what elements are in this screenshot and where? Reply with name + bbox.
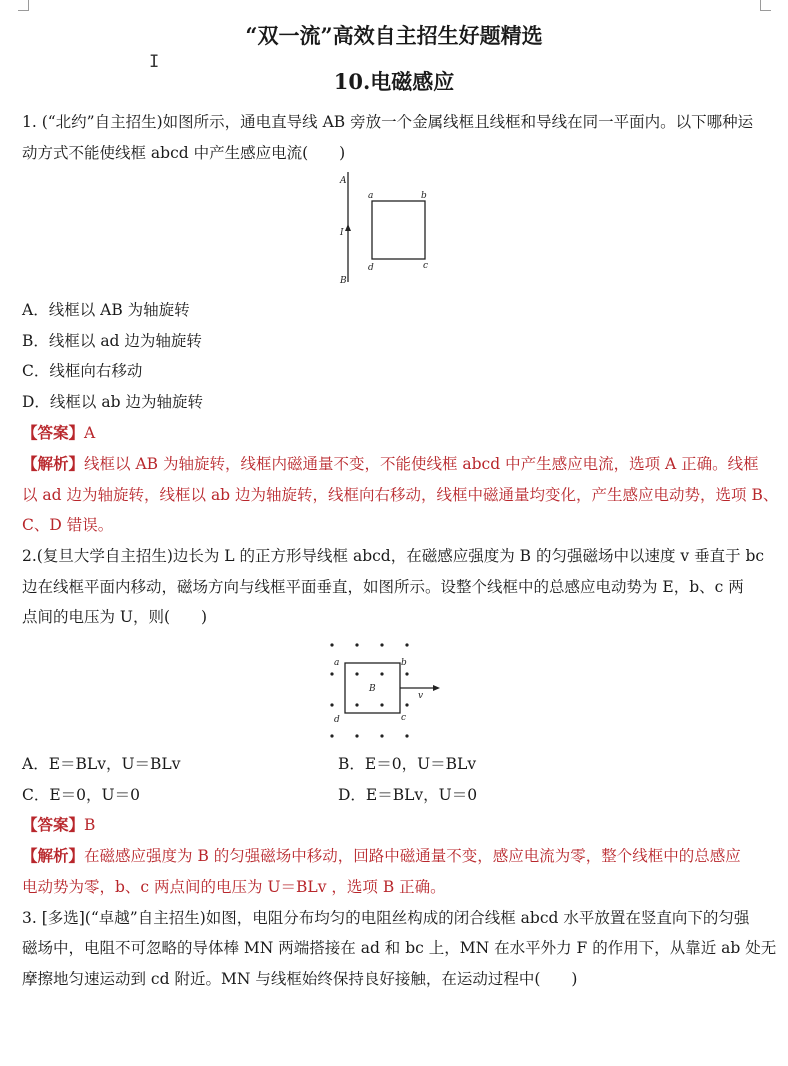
q1-figure bbox=[330, 168, 440, 288]
q2-analysis-line2: 电动势为零，b、c 两点间的电压为 U＝BLv ，选项 B 正确。 bbox=[22, 878, 446, 896]
q1-option-a: A．线框以 AB 为轴旋转 bbox=[22, 301, 190, 319]
q2-analysis-tag: 【解析】 bbox=[22, 846, 85, 865]
q1-stem-line2: 动方式不能使线框 abcd 中产生感应电流( ) bbox=[22, 144, 346, 162]
q2-answer-tag: 【答案】 bbox=[22, 815, 85, 834]
q1-analysis-line2: 以 ad 边为轴旋转，线框以 ab 边为轴旋转，线框向右移动，线框中磁通量均变化，产生感应电动势，选项 B、 bbox=[22, 486, 779, 504]
q1-analysis-tag: 【解析】 bbox=[22, 454, 85, 473]
q2-analysis-line1 bbox=[22, 845, 741, 867]
q2-option-d: D．E＝BLv，U＝0 bbox=[338, 786, 478, 804]
q1-option-d: D．线框以 ab 边为轴旋转 bbox=[22, 393, 203, 411]
q1-option-c: C．线框向右移动 bbox=[22, 362, 143, 380]
q2-label-b: b bbox=[401, 658, 407, 668]
page-corner-mark-left bbox=[18, 0, 29, 11]
q1-stem-line1: 1. (“北约”自主招生)如图所示，通电直导线 AB 旁放一个金属线框且线框和导线在同一平面内。以下哪种运 bbox=[22, 113, 754, 131]
q2-label-a: a bbox=[334, 658, 340, 668]
q1-analysis-text1: 线框以 AB 为轴旋转，线框内磁通量不变，不能使线框 abcd 中产生感应电流，选项 A 正确。线框 bbox=[84, 455, 759, 473]
q2-label-c: c bbox=[401, 713, 407, 723]
q1-label-B: B bbox=[340, 276, 347, 286]
q2-label-B: B bbox=[369, 684, 376, 694]
q2-velocity-arrow-icon bbox=[433, 685, 440, 691]
q3-stem-line3: 摩擦地匀速运动到 cd 附近。MN 与线框始终保持良好接触，在运动过程中( ) bbox=[22, 970, 578, 988]
q1-current-arrow-icon bbox=[345, 224, 351, 231]
text-cursor-icon: I bbox=[149, 52, 160, 72]
q2-option-a: A．E＝BLv，U＝BLv bbox=[22, 755, 181, 773]
q2-stem-line3: 点间的电压为 U，则( ) bbox=[22, 608, 208, 626]
page-corner-mark-right bbox=[760, 0, 771, 11]
q1-label-b: b bbox=[421, 191, 427, 201]
q1-analysis-line1 bbox=[22, 453, 759, 475]
q1-answer-tag: 【答案】 bbox=[22, 423, 85, 442]
document-title: “双一流”高效自主招生好题精选 bbox=[245, 23, 543, 48]
q3-stem-line2: 磁场中，电阻不可忽略的导体棒 MN 两端搭接在 ad 和 bc 上，MN 在水平外力 F 的作用下，从靠近 ab 处无 bbox=[22, 939, 777, 957]
q1-analysis-line3: C、D 错误。 bbox=[22, 516, 114, 534]
q2-option-c: C．E＝0，U＝0 bbox=[22, 786, 140, 804]
q3-stem-line1: 3. [多选](“卓越”自主招生)如图，电阻分布均匀的电阻丝构成的闭合线框 abcd 水平放置在竖直向下的匀强 bbox=[22, 909, 750, 927]
q2-label-v: v bbox=[418, 691, 424, 701]
q2-option-b: B．E＝0，U＝BLv bbox=[338, 755, 477, 773]
q2-label-d: d bbox=[334, 715, 340, 725]
q2-stem-line1: 2.(复旦大学自主招生)边长为 L 的正方形导线框 abcd，在磁感应强度为 B 的匀强磁场中以速度 v 垂直于 bc bbox=[22, 547, 765, 565]
q1-label-A: A bbox=[340, 176, 347, 186]
section-title: 10.电磁感应 bbox=[333, 69, 455, 94]
q1-label-d: d bbox=[368, 263, 374, 273]
q2-answer bbox=[22, 814, 95, 836]
q2-answer-value: B bbox=[84, 816, 96, 834]
q1-label-c: c bbox=[423, 261, 429, 271]
q1-answer-value: A bbox=[84, 424, 96, 442]
q1-label-a: a bbox=[368, 191, 374, 201]
q2-figure bbox=[322, 638, 452, 746]
q1-answer bbox=[22, 422, 95, 444]
q1-option-b: B．线框以 ad 边为轴旋转 bbox=[22, 332, 202, 350]
q1-loop-abcd bbox=[372, 201, 425, 259]
q2-stem-line2: 边在线框平面内移动，磁场方向与线框平面垂直，如图所示。设整个线框中的总感应电动势为 E，b、c 两 bbox=[22, 578, 744, 596]
q2-analysis-text1: 在磁感应强度为 B 的匀强磁场中移动，回路中磁通量不变，感应电流为零，整个线框中的总感应 bbox=[84, 847, 741, 865]
q1-label-I: I bbox=[340, 228, 344, 238]
